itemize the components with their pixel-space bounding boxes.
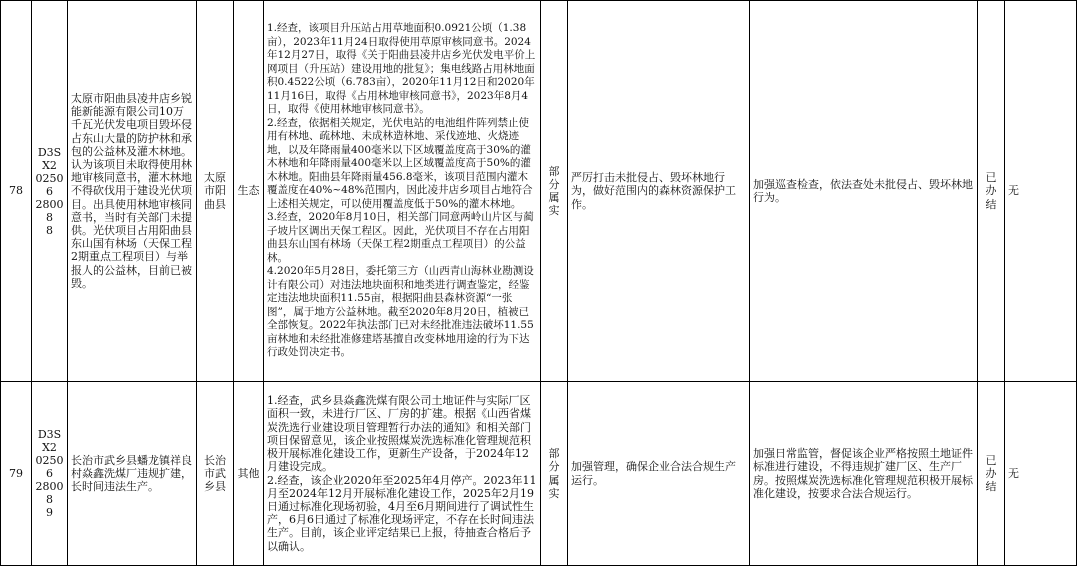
table-row-78-status: 已办 结 (985, 171, 997, 211)
table-row-78-code: D3SX2 02506 28008 8 (35, 145, 64, 237)
table-row-79-region: 长治 市武 乡县 (204, 453, 226, 494)
table-row-78-complaint: 太原市阳曲县凌井店乡锐能新能源有限公司10万千瓦光伏发电项目毁坏侵占东山大量的防护林和承包的公益林及灌木林地。认为该项目未取得使用林地审核同意书，灌木林地不得砍伐用于建设光伏项目。出具使用林地审核同意书，当时有关部门未提供。光伏项目占用阳曲县东山国有林场（天保工程2期重点工程项目）与举报人的公益林，目前已被毁。 (71, 91, 192, 290)
table-row-78-findings: 1.经查，该项目升压站占用草地面积0.0921公顷（1.38亩），2023年11月24日取得使用草原审核同意书。2024年12月27日，取得《关于阳曲县凌井店乡光伏发电平价上网项目（升压站）建设用地的批复》；集电线路占用林地面积0.4522公顷（6.783亩），2020年11月12日和2020年11月16日，取得《占用林地审核同意书》，2023年8月4日，取得《使用林地审核同意书》。 2.经查，依据相关规定，光伏电站的电池组件阵列禁止使用有林地、疏林地、未成林造林地、采伐迹地、火烧迹地，以及年降雨量400毫米以下区域覆盖度高于30%的灌木林地和年降雨量400毫米以上区域覆盖度高于50%的灌木林地。阳曲县年降雨量456.8毫米，该项目范围内灌木覆盖度在40%~48%范围内，因此凌井店乡项目占地符合上述相关规定，可以使用覆盖度低于50%的灌木林地。 3.经查，2020年8月10日，相关部门同意两岭山片区与蔺子坡片区调出天保工程区。因此，光伏项目不存在占用阳曲县东山国有林场（天保工程2期重点工程项目）的公益林。 4.2020年5月28日，委托第三方（山西青山海林业勘测设计有限公司）对违法地块面积和地类进行调查鉴定，经鉴定违法地块面积11.55亩，根据阳曲县森林资源“一张图”，属于地方公益林地。截至2020年8月20日，植被已全部恢复。2022年执法部门已对未经批准违法破坏11.55亩林地和未经批准修建塔基擅自改变林地用途的行为下达行政处罚决定书。 (267, 22, 536, 359)
table-row-78-measures: 严厉打击未批侵占、毁坏林地行为，做好范围内的森林资源保护工作。 (571, 171, 736, 211)
table-row-79-seq: 79 (9, 466, 23, 480)
table-row-78-seq: 78 (9, 184, 23, 198)
table-row-78-next-steps: 加强巡查检查，依法查处未批侵占、毁坏林地行为。 (753, 177, 973, 204)
table-row-79-findings: 1.经查，武乡县焱鑫洗煤有限公司土地证件与实际厂区面积一致，未进行厂区、厂房的扩建。根据《山西省煤炭洗选行业建设项目管理暂行办法的通知》和相关部门项目保留意见，该企业按照煤炭洗选标准化管理规范积极开展标准化建设工作，更新生产设备，于2024年12月建设完成。 2.经查，该企业2020年至2025年4月停产。2023年11月至2024年12月开展标准化建设工作，2025年2月19日通过标准化现场初验，4月至6月期间进行了调试性生产，6月6日通过了标准化现场评定，不存在长时间违法生产。目前，该企业评定结果已上报，待抽查合格后予以确认。 (267, 394, 537, 553)
table-row-78-accountability: 无 (1008, 184, 1019, 198)
table-row-79-type: 其他 (237, 466, 260, 480)
table-row-78-verdict: 部分 属实 (548, 164, 560, 218)
table-row-79-code: D3SX2 02506 28008 9 (35, 428, 64, 519)
table-row-79-accountability: 无 (1008, 466, 1019, 480)
table-row-78-region: 太原 市阳 曲县 (204, 171, 226, 211)
table-row-78-type: 生态 (237, 184, 260, 198)
table-row-79-status: 已办 结 (985, 453, 997, 494)
table-row-79-next-steps: 加强日常监管，督促该企业严格按照土地证件标准进行建设，不得违规扩建厂区、生产厂房。按照煤炭洗选标准化管理规范积极开展标准化建设，按要求合法合规运行。 (753, 447, 973, 500)
table-row-79-verdict: 部分 属实 (548, 447, 560, 500)
table-row-79-complaint: 长治市武乡县蟠龙镇祥良村焱鑫洗煤厂违规扩建，长时间违法生产。 (71, 453, 192, 494)
table-row-79-measures: 加强管理，确保企业合法合规生产运行。 (571, 460, 736, 487)
